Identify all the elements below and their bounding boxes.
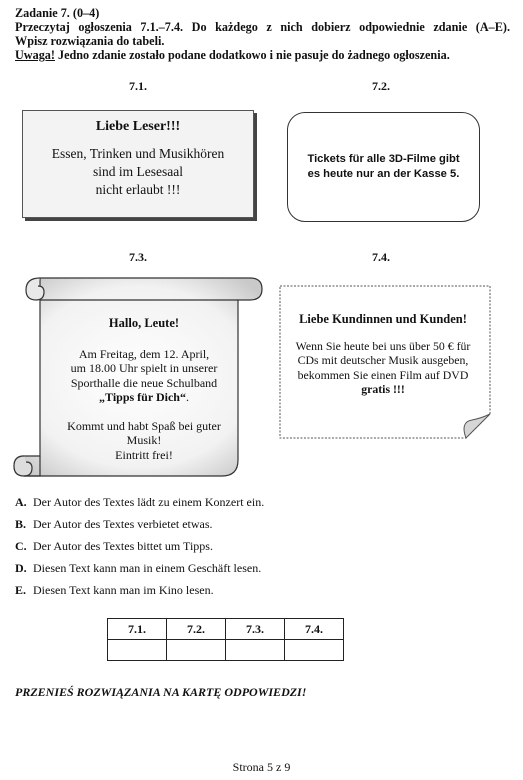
option-letter: E. bbox=[15, 583, 27, 597]
ad4-line: Wenn Sie heute bei uns über 50 € für bbox=[295, 338, 471, 353]
ad4-body bbox=[285, 339, 481, 397]
option-text: Der Autor des Textes verbietet etwas. bbox=[33, 517, 213, 531]
answer-cell[interactable] bbox=[108, 640, 167, 661]
ad3-line: Eintritt frei! bbox=[115, 447, 173, 462]
transfer-note: PRZENIEŚ ROZWIĄZANIA NA KARTĘ ODPOWIEDZI! bbox=[15, 685, 307, 699]
ad3-line: Sporthalle die neue Schulband bbox=[70, 375, 218, 390]
answer-table bbox=[107, 618, 344, 661]
ad-box-4 bbox=[285, 312, 481, 397]
ad1-line: Essen, Trinken und Musikhören bbox=[51, 146, 225, 161]
warning-text: Jedno zdanie zostało podane dodatkowo i nie pasuje do żadnego ogłoszenia. bbox=[54, 48, 450, 62]
option-b bbox=[15, 517, 213, 532]
ad4-line: bekommen Sie einen Film auf DVD bbox=[297, 367, 469, 382]
task-instruction-2: Wpisz rozwiązania do tabeli. bbox=[15, 34, 165, 48]
ad1-line: nicht erlaubt !!! bbox=[95, 182, 181, 197]
answer-table-row bbox=[108, 640, 344, 661]
option-a bbox=[15, 495, 264, 510]
ad4-line: gratis !!! bbox=[361, 382, 405, 396]
answer-table-header-row bbox=[108, 619, 344, 640]
ad-box-3 bbox=[50, 300, 238, 462]
ad1-title: Liebe Leser!!! bbox=[95, 119, 181, 134]
option-letter: A. bbox=[15, 495, 27, 509]
option-text: Diesen Text kann man in einem Geschäft lesen. bbox=[33, 561, 262, 575]
task-title: Zadanie 7. (0–4) bbox=[15, 6, 100, 20]
option-text: Der Autor des Textes bittet um Tipps. bbox=[33, 539, 213, 553]
ad2-line: es heute nur an der Kasse 5. bbox=[307, 168, 460, 180]
ad-box-1 bbox=[22, 110, 254, 218]
option-letter: B. bbox=[15, 517, 27, 531]
ad3-line: Musik! bbox=[126, 433, 162, 447]
answer-cell[interactable] bbox=[285, 640, 344, 661]
ad1-line: sind im Lesesaal bbox=[93, 164, 183, 179]
option-text: Der Autor des Textes lädt zu einem Konzert ein. bbox=[33, 495, 265, 509]
table-header: 7.4. bbox=[285, 619, 344, 640]
band-name: „Tipps für Dich“ bbox=[99, 390, 186, 404]
ad2-body bbox=[297, 152, 469, 182]
warning-label: Uwaga! bbox=[15, 48, 55, 62]
ad3-line: Kommt und habt Spaß bei guter bbox=[67, 418, 221, 433]
option-e bbox=[15, 583, 214, 598]
table-header: 7.2. bbox=[167, 619, 226, 640]
ad-number-3: 7.3. bbox=[129, 250, 147, 264]
task-warning bbox=[15, 48, 510, 62]
ad-number-4: 7.4. bbox=[372, 250, 390, 264]
page-footer: Strona 5 z 9 bbox=[232, 760, 291, 774]
ad3-para-2 bbox=[50, 419, 238, 463]
ad2-line: Tickets für alle 3D-Filme gibt bbox=[307, 153, 460, 165]
task-instruction: Przeczytaj ogłoszenia 7.1.–7.4. Do każdego z nich dobierz odpowiednie zdanie (A–E). bbox=[15, 20, 510, 34]
ad3-para-1 bbox=[50, 347, 238, 405]
ad3-title: Hallo, Leute! bbox=[108, 316, 180, 330]
ad3-line: Am Freitag, dem 12. April, bbox=[78, 346, 210, 361]
answer-cell[interactable] bbox=[167, 640, 226, 661]
table-header: 7.3. bbox=[226, 619, 285, 640]
ad1-body bbox=[23, 145, 253, 199]
table-header: 7.1. bbox=[108, 619, 167, 640]
answer-cell[interactable] bbox=[226, 640, 285, 661]
option-letter: D. bbox=[15, 561, 27, 575]
ad4-line: CDs mit deutscher Musik ausgeben, bbox=[297, 353, 469, 367]
ad-number-1: 7.1. bbox=[129, 79, 147, 93]
ad-number-2: 7.2. bbox=[372, 79, 390, 93]
task-instructions bbox=[15, 6, 510, 62]
ad3-line bbox=[50, 390, 238, 405]
option-d bbox=[15, 561, 261, 576]
option-letter: C. bbox=[15, 539, 27, 553]
ad-box-2 bbox=[287, 112, 480, 222]
ad3-line: um 18.00 Uhr spielt in unserer bbox=[70, 361, 218, 375]
ad4-title: Liebe Kundinnen und Kunden! bbox=[299, 312, 467, 326]
option-c bbox=[15, 539, 213, 554]
option-text: Diesen Text kann man im Kino lesen. bbox=[33, 583, 214, 597]
ad3-line-end: . bbox=[185, 390, 189, 404]
